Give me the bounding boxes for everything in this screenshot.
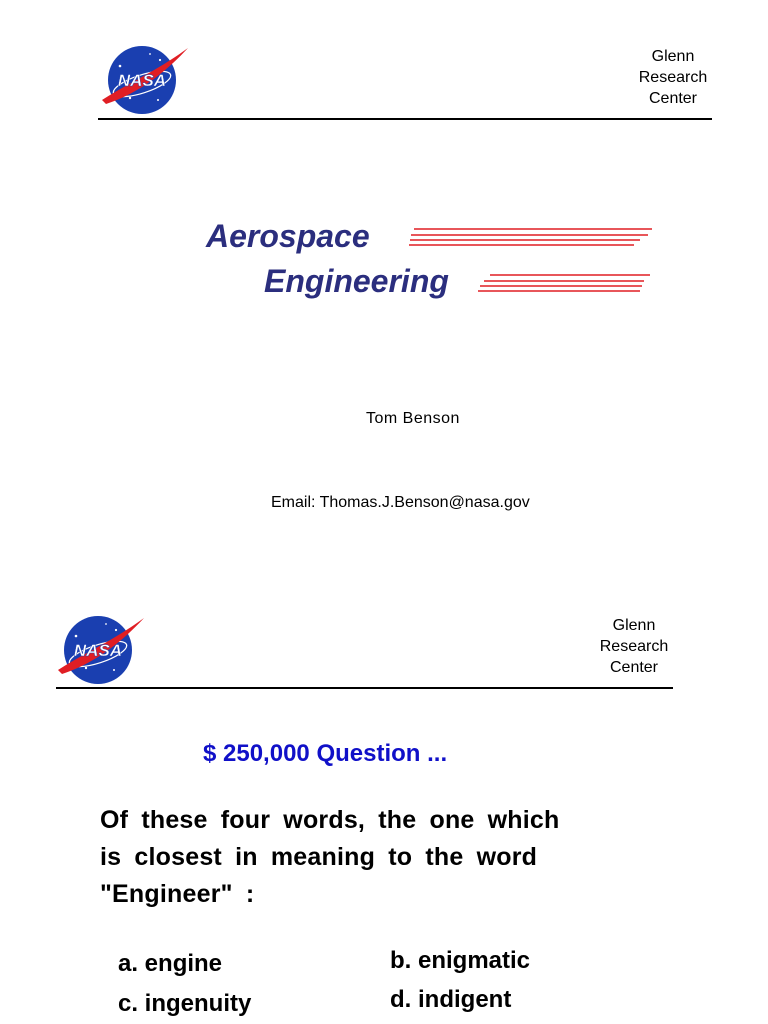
nasa-meatball-icon [100, 42, 190, 118]
org-name [588, 615, 680, 678]
header-divider [98, 118, 712, 120]
org-line-2: Research [599, 638, 669, 655]
title-line-2: Engineering [264, 263, 449, 299]
org-line-3: Center [609, 659, 659, 676]
option-d: d. indigent [390, 986, 512, 1013]
option-a: a. engine [118, 950, 223, 977]
question-line-1: Of these four words, the one which [100, 806, 560, 834]
question-text [100, 802, 660, 913]
nasa-logo-text: NASA [117, 71, 167, 90]
title-accent-lines-1 [408, 226, 654, 248]
question-line-3: "Engineer" : [100, 880, 255, 908]
nasa-meatball-icon [56, 612, 146, 688]
org-line-2: Research [638, 69, 708, 86]
org-name [628, 46, 718, 109]
title-accent-lines-2 [476, 272, 652, 294]
question-title: $ 250,000 Question ... [203, 740, 448, 767]
org-line-1: Glenn [612, 617, 656, 634]
org-line-3: Center [648, 90, 698, 107]
nasa-logo-text: NASA [73, 641, 123, 660]
option-c: c. ingenuity [118, 990, 252, 1017]
org-line-1: Glenn [651, 48, 695, 65]
title-line-1: Aerospace [206, 218, 370, 254]
header-divider [56, 687, 673, 689]
author-email: Email: Thomas.J.Benson@nasa.gov [271, 494, 530, 511]
author-name: Tom Benson [366, 410, 460, 427]
question-line-2: is closest in meaning to the word [100, 843, 538, 871]
option-b: b. enigmatic [390, 947, 531, 974]
